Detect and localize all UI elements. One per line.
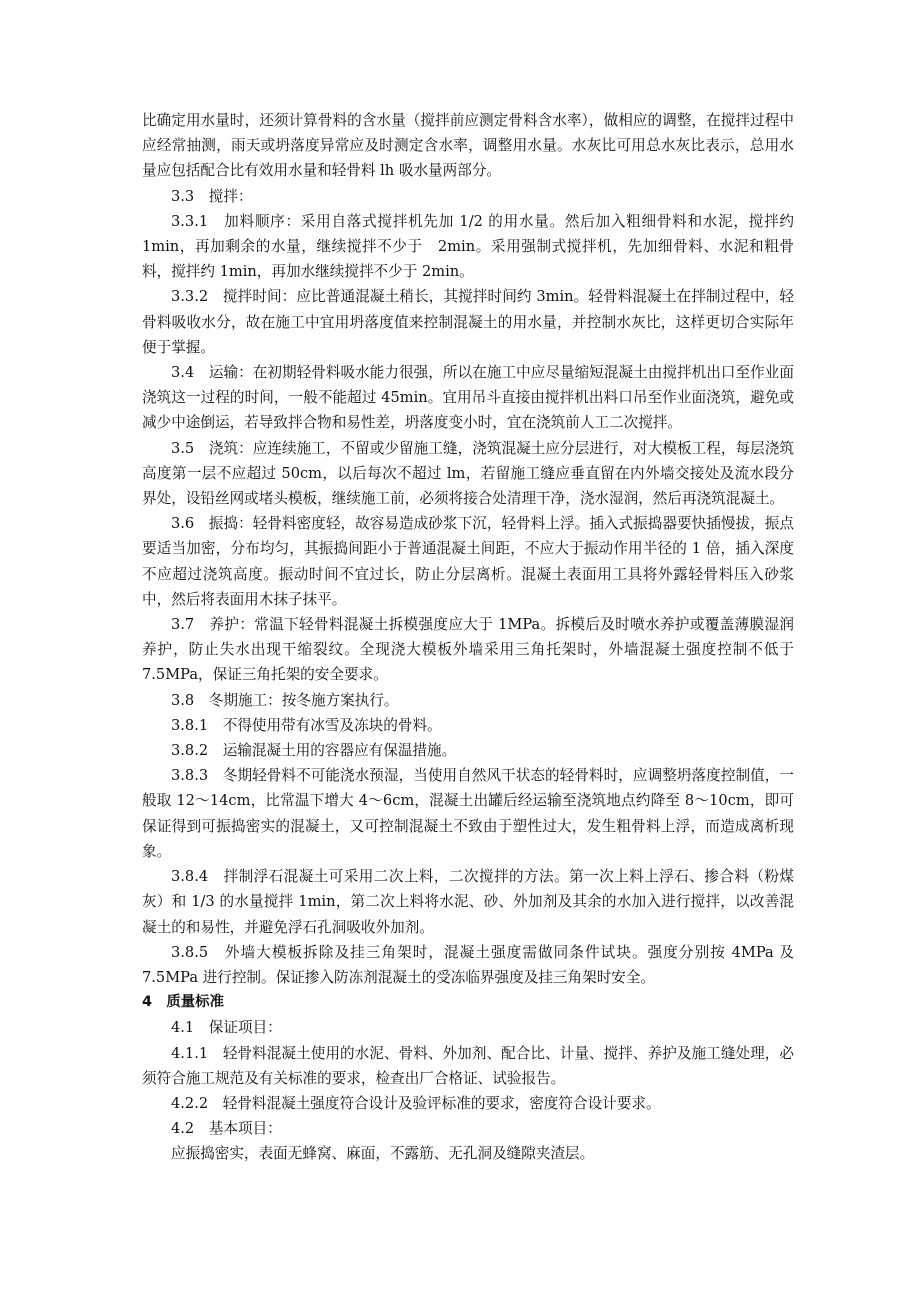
section-3-3-1: 3.3.1 加料顺序：采用自落式搅拌机先加 1/2 的用水量。然后加入粗细骨料和水泥，搅拌约 1min，再加剩余的水量，继续搅拌不少于 2min。采用强制式搅拌机，先加细骨料、水泥和粗骨料，搅拌约 1min，再加水继续搅拌不少于 2min。 — [142, 212, 794, 281]
section-3-8-5: 3.8.5 外墙大模板拆除及挂三角架时，混凝土强度需做同条件试块。强度分别按 4MPa 及 7.5MPa 进行控制。保证掺入防冻剂混凝土的受冻临界强度及挂三角架时安全。 — [142, 943, 794, 986]
paragraph-continuation: 比确定用水量时，还须计算骨料的含水量（搅拌前应测定骨料含水率），做相应的调整，在搅拌过程中应经常抽测，雨天或坍落度异常应及时测定含水率，调整用水量。水灰比可用总水灰比表示，总用水量应包括配合比有效用水量和轻骨料 lh 吸水量两部分。 — [142, 112, 794, 180]
section-3-3-2: 3.3.2 搅拌时间：应比普通混凝土稍长，其搅拌时间约 3min。轻骨料混凝土在拌制过程中，轻骨料吸收水分，故在施工中宜用坍落度值来控制混凝土的用水量，并控制水灰比，这样更切合实际年便于掌握。 — [142, 288, 794, 356]
section-3-6: 3.6 振捣：轻骨料密度轻，故容易造成砂浆下沉，轻骨料上浮。插入式振捣器要快插慢拔，振点要适当加密，分布均匀，其振捣间距小于普通混凝土间距，不应大于振动作用半径的 1 倍，插入深度不应超过浇筑高度。振动时间不宜过长，防止分层离析。混凝土表面用工具将外露轻骨料压入砂浆中，然后将表面用木抹子抹平。 — [142, 515, 794, 608]
section-4-2-body: 应振捣密实，表面无蜂窝、麻面，不露筋、无孔洞及缝隙夹渣层。 — [171, 1145, 595, 1163]
section-3-8-3: 3.8.3 冬期轻骨料不可能浇水预湿，当使用自然风干状态的轻骨料时，应调整坍落度控制值，一般取 12～14cm，比常温下增大 4～6cm，混凝土出罐后经运输至浇筑地点约降至 8～10cm，即可保证得到可振捣密实的混凝土，又可控制混凝土不致由于塑性过大，发生粗骨料上浮，而造成离析现象。 — [142, 767, 794, 860]
section-3-3-title: 3.3 搅拌： — [171, 187, 253, 205]
document-page — [142, 108, 794, 1167]
section-4-1-title: 4.1 保证项目： — [171, 1019, 282, 1037]
section-4-1-1: 4.1.1 轻骨料混凝土使用的水泥、骨料、外加剂、配合比、计量、搅拌、养护及施工缝处理，必须符合施工规范及有关标准的要求，检查出厂合格证、试验报告。 — [142, 1044, 794, 1087]
section-4-heading: 4 质量标准 — [142, 994, 224, 1011]
section-4-2-title: 4.2 基本项目： — [171, 1120, 282, 1138]
section-4-2-2: 4.2.2 轻骨料混凝土强度符合设计及验评标准的要求，密度符合设计要求。 — [171, 1094, 661, 1112]
section-3-8-2: 3.8.2 运输混凝土用的容器应有保温措施。 — [171, 742, 457, 760]
section-3-8-1: 3.8.1 不得使用带有冰雪及冻块的骨料。 — [171, 716, 442, 734]
section-3-5: 3.5 浇筑：应连续施工，不留或少留施工缝，浇筑混凝土应分层进行，对大模板工程，每层浇筑高度第一层不应超过 50cm，以后每次不超过 lm，若留施工缝应垂直留在内外墙交接处及流水段分界处，设铅丝网或堵头模板，继续施工前，必须将接合处清理干净，浇水湿润，然后再浇筑混凝土。 — [142, 439, 794, 508]
section-3-4: 3.4 运输：在初期轻骨料吸水能力很强，所以在施工中应尽量缩短混凝土由搅拌机出口至作业面浇筑这一过程的时间，一般不能超过 45min。宜用吊斗直接由搅拌机出料口吊至作业面浇筑，避免或减少中途倒运，若导致拌合物和易性差，坍落度变小时，宜在浇筑前人工二次搅拌。 — [142, 364, 794, 432]
section-3-8-4: 3.8.4 拌制浮石混凝土可采用二次上料，二次搅拌的方法。第一次上料上浮石、掺合料（粉煤灰）和 1/3 的水量搅拌 1min，第二次上料将水泥、砂、外加剂及其余的水加入进行搅拌，以改善混凝土的和易性，并避免浮石孔洞吸收外加剂。 — [142, 868, 794, 936]
section-3-7: 3.7 养护：常温下轻骨料混凝土拆模强度应大于 1MPa。拆模后及时喷水养护或覆盖薄膜湿润养护，防止失水出现干缩裂纹。全现浇大模板外墙采用三角托架时，外墙混凝土强度控制不低于 7.5MPa，保证三角托架的安全要求。 — [142, 616, 794, 684]
section-3-8-title: 3.8 冬期施工：按冬施方案执行。 — [171, 691, 399, 709]
